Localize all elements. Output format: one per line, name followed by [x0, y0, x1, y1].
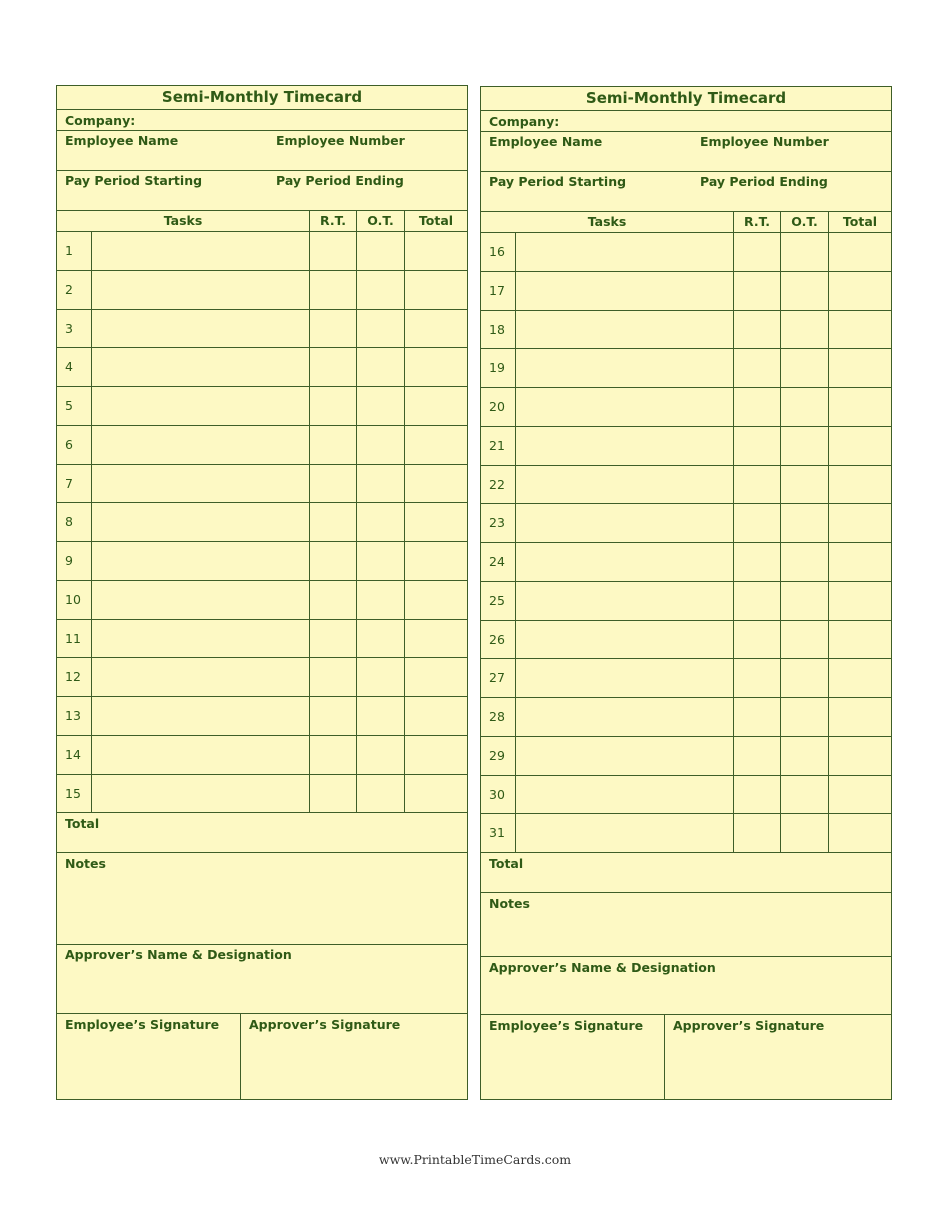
- total-cell[interactable]: [404, 581, 467, 619]
- pay-period-starting-label: Pay Period Starting: [489, 174, 627, 189]
- day-number-cell: [57, 348, 91, 386]
- day-number: 20: [489, 399, 505, 414]
- col-rt-header: R.T.: [309, 211, 356, 231]
- day-number: 28: [489, 709, 505, 724]
- ot-cell[interactable]: [780, 621, 828, 659]
- ot-cell[interactable]: [356, 465, 404, 503]
- task-row: [481, 737, 891, 776]
- employee-signature-box[interactable]: [481, 1015, 664, 1099]
- day-number-cell: [57, 658, 91, 696]
- rt-cell[interactable]: [733, 427, 780, 465]
- total-cell[interactable]: [828, 233, 891, 271]
- total-cell[interactable]: [404, 658, 467, 696]
- day-number: 17: [489, 282, 505, 298]
- total-cell[interactable]: [828, 427, 891, 465]
- task-cell[interactable]: [91, 503, 309, 541]
- day-number-cell: [481, 659, 515, 697]
- pay-period-row[interactable]: [481, 172, 891, 212]
- company-row[interactable]: [57, 110, 467, 131]
- ot-cell[interactable]: [780, 466, 828, 504]
- ot-cell[interactable]: [356, 426, 404, 464]
- col-ot-header: O.T.: [780, 212, 828, 232]
- notes-row[interactable]: [57, 853, 467, 945]
- total-cell[interactable]: [828, 776, 891, 814]
- day-number-cell: [57, 271, 91, 309]
- task-row: [57, 542, 467, 581]
- total-cell[interactable]: [404, 232, 467, 270]
- task-row: [481, 466, 891, 505]
- rt-cell[interactable]: [733, 349, 780, 387]
- day-number: 3: [65, 320, 73, 336]
- day-number-cell: [57, 232, 91, 270]
- col-tasks-header: Tasks: [587, 214, 627, 229]
- total-cell[interactable]: [404, 387, 467, 425]
- ot-cell[interactable]: [356, 620, 404, 658]
- task-row: [481, 659, 891, 698]
- approver-signature-box[interactable]: [240, 1014, 467, 1099]
- day-number-cell: [481, 466, 515, 504]
- task-row: [481, 582, 891, 621]
- task-row: [57, 426, 467, 465]
- ot-cell[interactable]: [780, 311, 828, 349]
- day-number-cell: [57, 581, 91, 619]
- rt-cell[interactable]: [309, 387, 356, 425]
- day-number-cell: [57, 310, 91, 348]
- employee-row[interactable]: [57, 131, 467, 171]
- total-cell[interactable]: [828, 349, 891, 387]
- rt-cell[interactable]: [309, 542, 356, 580]
- day-number: 26: [489, 631, 505, 647]
- rt-cell[interactable]: [733, 659, 780, 697]
- total-cell[interactable]: [404, 271, 467, 309]
- task-cell[interactable]: [91, 658, 309, 696]
- day-number: 29: [489, 747, 505, 763]
- ot-cell[interactable]: [356, 310, 404, 348]
- day-number: 12: [65, 669, 81, 685]
- day-number: 15: [65, 785, 81, 801]
- ot-cell[interactable]: [356, 775, 404, 813]
- task-row: [481, 272, 891, 311]
- day-number-cell: [481, 776, 515, 814]
- task-cell[interactable]: [515, 311, 733, 349]
- task-cell[interactable]: [515, 659, 733, 697]
- task-row: [57, 310, 467, 349]
- day-number-cell: [481, 814, 515, 852]
- total-cell[interactable]: [828, 659, 891, 697]
- total-cell[interactable]: [828, 582, 891, 620]
- employee-number-label: Employee Number: [700, 134, 829, 149]
- day-number: 22: [489, 476, 505, 492]
- total-cell[interactable]: [404, 503, 467, 541]
- ot-cell[interactable]: [356, 542, 404, 580]
- employee-signature-box[interactable]: [57, 1014, 240, 1099]
- task-row: [57, 736, 467, 775]
- employee-name-label: Employee Name: [489, 134, 603, 149]
- ot-cell[interactable]: [780, 427, 828, 465]
- rt-cell[interactable]: [733, 311, 780, 349]
- day-number-cell: [57, 542, 91, 580]
- day-number-cell: [57, 503, 91, 541]
- timecard-left: [56, 85, 468, 1100]
- task-cell[interactable]: [91, 697, 309, 735]
- footer-website: www.PrintableTimeCards.com: [378, 1152, 572, 1167]
- rt-cell[interactable]: [733, 388, 780, 426]
- rt-cell[interactable]: [309, 620, 356, 658]
- day-number-cell: [57, 387, 91, 425]
- col-rt-header: R.T.: [733, 212, 780, 232]
- day-number-cell: [481, 311, 515, 349]
- rt-cell[interactable]: [309, 736, 356, 774]
- total-cell[interactable]: [828, 814, 891, 852]
- pay-period-row[interactable]: [57, 171, 467, 211]
- col-total-header: Total: [828, 212, 891, 232]
- task-cell[interactable]: [515, 776, 733, 814]
- day-number-cell: [481, 272, 515, 310]
- day-number: 31: [489, 825, 505, 841]
- task-cell[interactable]: [91, 775, 309, 813]
- total-cell[interactable]: [828, 311, 891, 349]
- rt-cell[interactable]: [733, 621, 780, 659]
- ot-cell[interactable]: [780, 272, 828, 310]
- ot-cell[interactable]: [780, 814, 828, 852]
- ot-cell[interactable]: [356, 736, 404, 774]
- rt-cell[interactable]: [733, 233, 780, 271]
- col-ot-header: O.T.: [356, 211, 404, 231]
- rt-cell[interactable]: [309, 581, 356, 619]
- rt-cell[interactable]: [309, 348, 356, 386]
- day-number-cell: [57, 465, 91, 503]
- day-number-cell: [481, 427, 515, 465]
- task-row: [481, 504, 891, 543]
- day-number: 1: [65, 243, 73, 258]
- ot-cell[interactable]: [780, 504, 828, 542]
- rt-cell[interactable]: [733, 814, 780, 852]
- task-cell[interactable]: [515, 272, 733, 310]
- day-number-cell: [481, 388, 515, 426]
- approver-name-label: Approver’s Name & Designation: [489, 960, 716, 975]
- employee-number-label: Employee Number: [276, 133, 405, 148]
- rt-cell[interactable]: [733, 466, 780, 504]
- day-number-cell: [57, 775, 91, 813]
- ot-cell[interactable]: [356, 697, 404, 735]
- pay-period-ending-label: Pay Period Ending: [700, 174, 828, 189]
- day-number: 6: [65, 436, 73, 452]
- rt-cell[interactable]: [309, 426, 356, 464]
- day-number-cell: [481, 233, 515, 271]
- task-row: [57, 465, 467, 504]
- day-number: 13: [65, 708, 81, 723]
- company-label: Company:: [489, 114, 560, 129]
- ot-cell[interactable]: [780, 776, 828, 814]
- rt-cell[interactable]: [733, 737, 780, 775]
- approver-signature-label: Approver’s Signature: [673, 1018, 825, 1033]
- task-cell[interactable]: [515, 582, 733, 620]
- total-cell[interactable]: [404, 465, 467, 503]
- day-number-cell: [481, 698, 515, 736]
- total-label: Total: [65, 816, 100, 831]
- rt-cell[interactable]: [309, 658, 356, 696]
- rt-cell[interactable]: [309, 232, 356, 270]
- signature-row: [57, 1014, 467, 1099]
- task-cell[interactable]: [91, 465, 309, 503]
- timecard-right: [480, 86, 892, 1100]
- total-cell[interactable]: [404, 542, 467, 580]
- total-cell[interactable]: [404, 775, 467, 813]
- title-row: [481, 87, 891, 111]
- signature-row: [481, 1015, 891, 1099]
- rt-cell[interactable]: [309, 503, 356, 541]
- task-row: [481, 233, 891, 272]
- rt-cell[interactable]: [309, 775, 356, 813]
- company-row[interactable]: [481, 111, 891, 132]
- total-cell[interactable]: [828, 388, 891, 426]
- total-cell[interactable]: [828, 698, 891, 736]
- task-cell[interactable]: [515, 388, 733, 426]
- task-row: [57, 232, 467, 271]
- day-number: 19: [489, 360, 505, 376]
- notes-label: Notes: [65, 856, 106, 871]
- task-cell[interactable]: [515, 349, 733, 387]
- day-number: 2: [65, 281, 73, 297]
- tasks-header-row: [481, 212, 891, 233]
- day-number-cell: [481, 504, 515, 542]
- total-cell[interactable]: [828, 466, 891, 504]
- total-label: Total: [489, 856, 524, 871]
- total-cell[interactable]: [828, 621, 891, 659]
- rt-cell[interactable]: [309, 310, 356, 348]
- task-cell[interactable]: [91, 310, 309, 348]
- day-number: 9: [65, 553, 73, 568]
- task-row: [57, 387, 467, 426]
- ot-cell[interactable]: [356, 503, 404, 541]
- task-row: [481, 814, 891, 853]
- task-cell[interactable]: [91, 232, 309, 270]
- task-row: [57, 503, 467, 542]
- approver-signature-box[interactable]: [664, 1015, 891, 1099]
- task-cell[interactable]: [91, 271, 309, 309]
- notes-row[interactable]: [481, 893, 891, 957]
- day-number-cell: [481, 737, 515, 775]
- task-row: [481, 698, 891, 737]
- day-number: 23: [489, 515, 505, 531]
- day-number: 24: [489, 554, 505, 569]
- employee-row[interactable]: [481, 132, 891, 172]
- approver-name-row[interactable]: [57, 945, 467, 1014]
- task-row: [481, 349, 891, 388]
- task-row: [481, 427, 891, 466]
- day-number: 7: [65, 475, 73, 491]
- pay-period-starting-label: Pay Period Starting: [65, 173, 203, 188]
- total-cell[interactable]: [404, 620, 467, 658]
- day-number-cell: [57, 697, 91, 735]
- task-row: [481, 543, 891, 582]
- day-number: 5: [65, 398, 73, 413]
- rt-cell[interactable]: [309, 465, 356, 503]
- day-number: 11: [65, 630, 81, 646]
- task-cell[interactable]: [91, 426, 309, 464]
- day-number: 18: [489, 321, 505, 337]
- ot-cell[interactable]: [356, 271, 404, 309]
- ot-cell[interactable]: [780, 698, 828, 736]
- task-cell[interactable]: [91, 348, 309, 386]
- total-cell[interactable]: [404, 697, 467, 735]
- day-number: 8: [65, 514, 73, 530]
- task-cell[interactable]: [91, 581, 309, 619]
- task-cell[interactable]: [515, 543, 733, 581]
- task-row: [57, 658, 467, 697]
- ot-cell[interactable]: [780, 659, 828, 697]
- ot-cell[interactable]: [356, 658, 404, 696]
- task-row: [57, 348, 467, 387]
- task-cell[interactable]: [91, 542, 309, 580]
- ot-cell[interactable]: [780, 233, 828, 271]
- task-cell[interactable]: [515, 621, 733, 659]
- task-cell[interactable]: [91, 620, 309, 658]
- task-cell[interactable]: [515, 233, 733, 271]
- card-title: Semi-Monthly Timecard: [161, 88, 363, 106]
- card-title: Semi-Monthly Timecard: [585, 89, 787, 107]
- tasks-header-row: [57, 211, 467, 232]
- total-row[interactable]: [481, 853, 891, 893]
- task-cell[interactable]: [515, 737, 733, 775]
- ot-cell[interactable]: [356, 581, 404, 619]
- rt-cell[interactable]: [733, 582, 780, 620]
- rt-cell[interactable]: [733, 698, 780, 736]
- notes-label: Notes: [489, 896, 530, 911]
- day-number-cell: [481, 582, 515, 620]
- task-row: [481, 776, 891, 815]
- task-row: [481, 388, 891, 427]
- task-cell[interactable]: [515, 698, 733, 736]
- task-cell[interactable]: [91, 387, 309, 425]
- day-number: 25: [489, 592, 505, 608]
- col-tasks-header: Tasks: [163, 213, 203, 228]
- rt-cell[interactable]: [733, 776, 780, 814]
- total-cell[interactable]: [828, 272, 891, 310]
- day-number: 10: [65, 591, 81, 607]
- total-cell[interactable]: [404, 310, 467, 348]
- task-cell[interactable]: [515, 466, 733, 504]
- col-total-header: Total: [404, 211, 467, 231]
- employee-signature-label: Employee’s Signature: [489, 1018, 644, 1033]
- title-row: [57, 86, 467, 110]
- day-number: 21: [489, 437, 505, 453]
- rt-cell[interactable]: [733, 504, 780, 542]
- day-number-cell: [481, 349, 515, 387]
- day-number-cell: [57, 620, 91, 658]
- ot-cell[interactable]: [356, 232, 404, 270]
- day-number-cell: [481, 543, 515, 581]
- pay-period-ending-label: Pay Period Ending: [276, 173, 404, 188]
- employee-signature-label: Employee’s Signature: [65, 1017, 220, 1032]
- task-cell[interactable]: [515, 814, 733, 852]
- total-row[interactable]: [57, 813, 467, 853]
- total-cell[interactable]: [828, 504, 891, 542]
- task-row: [57, 271, 467, 310]
- employee-name-label: Employee Name: [65, 133, 179, 148]
- total-cell[interactable]: [404, 426, 467, 464]
- day-number: 4: [65, 359, 73, 375]
- task-row: [481, 621, 891, 660]
- day-number: 27: [489, 670, 505, 686]
- task-cell[interactable]: [515, 504, 733, 542]
- total-cell[interactable]: [404, 736, 467, 774]
- task-row: [57, 775, 467, 814]
- total-cell[interactable]: [828, 543, 891, 581]
- total-cell[interactable]: [828, 737, 891, 775]
- task-row: [57, 697, 467, 736]
- task-row: [481, 311, 891, 350]
- task-row: [57, 620, 467, 659]
- day-number: 16: [489, 244, 505, 259]
- ot-cell[interactable]: [780, 543, 828, 581]
- task-row: [57, 581, 467, 620]
- day-number-cell: [57, 736, 91, 774]
- ot-cell[interactable]: [780, 388, 828, 426]
- ot-cell[interactable]: [356, 348, 404, 386]
- ot-cell[interactable]: [780, 349, 828, 387]
- day-number-cell: [57, 426, 91, 464]
- approver-name-label: Approver’s Name & Designation: [65, 947, 292, 962]
- ot-cell[interactable]: [356, 387, 404, 425]
- company-label: Company:: [65, 113, 136, 128]
- approver-name-row[interactable]: [481, 957, 891, 1015]
- ot-cell[interactable]: [780, 737, 828, 775]
- rt-cell[interactable]: [733, 543, 780, 581]
- day-number: 30: [489, 786, 505, 802]
- approver-signature-label: Approver’s Signature: [249, 1017, 401, 1032]
- rt-cell[interactable]: [733, 272, 780, 310]
- day-number-cell: [481, 621, 515, 659]
- ot-cell[interactable]: [780, 582, 828, 620]
- rt-cell[interactable]: [309, 697, 356, 735]
- total-cell[interactable]: [404, 348, 467, 386]
- task-cell[interactable]: [515, 427, 733, 465]
- rt-cell[interactable]: [309, 271, 356, 309]
- task-cell[interactable]: [91, 736, 309, 774]
- day-number: 14: [65, 746, 81, 762]
